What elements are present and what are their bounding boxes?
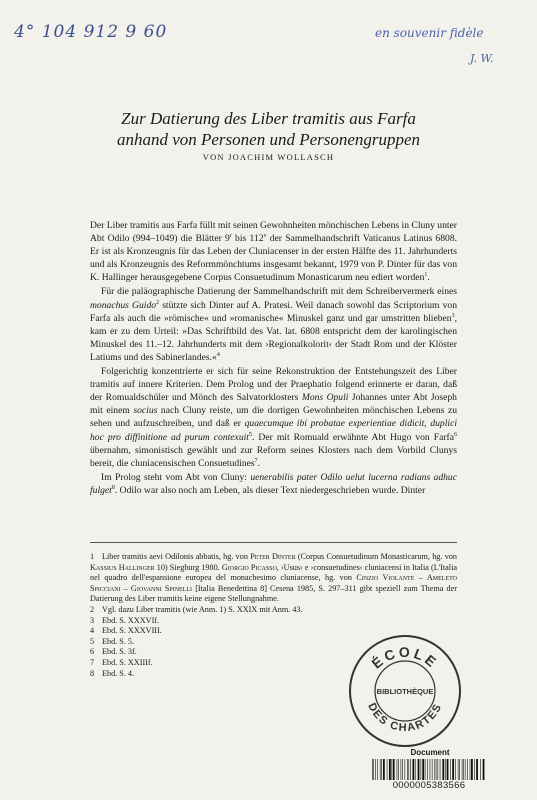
text-run: Ebd. S. XXXVIf.	[102, 615, 160, 625]
text-run: Ebd. S. XXXVIII.	[102, 626, 162, 636]
barcode-bar	[405, 759, 406, 780]
barcode-bar	[483, 759, 485, 780]
barcode-bar	[425, 759, 426, 780]
text-run: Ebd. S. 3f.	[102, 647, 137, 657]
text-run: der Sammelhandschrift Vaticanus Latinus 6808. Er ist als Kronzeugnis für das Leben der Cluniacenser in der ersten Hälfte des 11. Jahrhunderts und als Kronzeugnis des Reformmönchtums insgesamt bekannt, 1979 von P. Dinter für das von K. Hallinger herausgegebene Corpus Consuetudinum Monasticarum neu ediert worden	[90, 233, 458, 284]
text-run: Ebd. S. 5.	[102, 636, 135, 646]
text-run: stützte sich Dinter auf A. Pratesi. Weil danach sowohl das Scriptorium von Farfa als auch die »römische« und »romanische« Minuskel ganz und gar umstritten blieben	[90, 299, 457, 324]
author-name: Kassius Hallinger	[90, 562, 155, 572]
text-run: .	[257, 457, 261, 469]
barcode-bar	[432, 759, 433, 780]
body-paragraph	[90, 471, 457, 497]
footnote-item	[90, 605, 457, 616]
text-run: Liber tramitis aevi Odilonis abbatis, hg. von	[102, 552, 251, 561]
barcode-bar	[474, 759, 475, 780]
barcode-bar	[447, 759, 449, 780]
barcode-label: Document	[410, 748, 450, 757]
italic-text: quaecumque ibi probatae experientiae didicit, duplici hoc pro diffinitione ad purum contexuit	[90, 418, 457, 443]
library-stamp	[346, 632, 464, 750]
barcode-bar	[471, 759, 473, 780]
footnote-ref: 8	[111, 484, 115, 491]
footnote-number: 4	[90, 626, 95, 636]
text-run: übernahm, simonistisch gewählt und zur Reform seines Klosters nach dem Vorbild Clunys bereit, die cluniacensischen Consuetudines	[90, 444, 457, 469]
barcode-bar	[389, 759, 391, 780]
barcode-bar	[476, 759, 478, 780]
text-run: . Odilo war also noch am Leben, als dieser Text niedergeschrieben wurde. Dinter	[114, 484, 426, 496]
text-run: . Der mit Romuald erwähnte Abt Hugo von Farfa	[251, 431, 455, 443]
text-run: (Corpus Consuetudinum Monasticarum, hg. von	[295, 552, 457, 561]
text-run: , ›Usus‹ e ›consuetudines‹ cluniacensi in Italia (L'Italia nel quadro dell'espansione europea del monachesimo cluniacense, hg. von	[90, 562, 457, 583]
stamp-bottom-text: DES CHARTES	[365, 701, 445, 735]
barcode-bar	[387, 759, 388, 780]
footnote-ref: v	[263, 233, 267, 240]
handwritten-initials: J. W.	[470, 52, 494, 65]
article-body	[90, 219, 457, 497]
barcode-bar	[422, 759, 424, 780]
italic-text: Mons Opuli	[301, 392, 349, 404]
barcode-bar	[438, 759, 439, 780]
footnote-ref: 2	[156, 299, 160, 306]
barcode-bar	[380, 759, 381, 780]
author-name: Cinzio Violante – Ameleto Spicciani – Giovanni Spinelli	[90, 573, 457, 593]
text-run: Im Prolog steht vom Abt von Cluny:	[101, 471, 251, 483]
barcode-bar	[402, 759, 403, 780]
text-run: Der Liber tramitis aus Farfa füllt mit seinen Gewohnheiten mönchischen Lebens in Cluny unter Abt Odilo (994–1049) die Blätter 9	[90, 220, 457, 245]
barcode-icon	[370, 759, 488, 780]
footnote-ref: 6	[454, 431, 458, 438]
footnote-number: 6	[90, 647, 95, 657]
barcode-bar	[398, 759, 399, 780]
text-run: , kam er zu dem Urteil: »Das Schriftbild des Vat. lat. 6808 entspricht dem der karolingischen Minuskel des 11.–12. Jahrhunderts mit dem ›Regionalkolorit‹ der Stadt Rom und der Klöster Latiums und des Sabinerlandes.«	[90, 312, 457, 363]
text-run: Ebd. S. XXIIIf.	[102, 657, 153, 667]
footnote-number: 1	[90, 552, 95, 561]
footnote-item	[90, 552, 457, 605]
footnote-ref: 1	[424, 272, 428, 279]
footnote-number: 7	[90, 657, 95, 667]
barcode-bar	[450, 759, 451, 780]
barcode-bar	[462, 759, 463, 780]
barcode-bar	[401, 759, 402, 780]
body-paragraph	[90, 365, 457, 470]
text-run: nach Cluny reiste, um die dortigen Gewohnheiten mönchischen Lebens zu sehen und aufzuschreiben, und daß er	[90, 405, 458, 430]
barcode-bar	[480, 759, 481, 780]
barcode-bar	[467, 759, 468, 780]
barcode-bar	[465, 759, 466, 780]
handwritten-shelfmark: 4° 104 912 9 60	[14, 22, 168, 42]
barcode-bar	[373, 759, 374, 780]
author-name: Peter Dinter	[250, 552, 296, 561]
author-name: Giorgio Picasso	[221, 562, 277, 572]
footnote-item	[90, 616, 457, 627]
title-line-2: anhand von Personen und Personengruppen	[116, 130, 421, 149]
barcode-bar	[410, 759, 411, 780]
barcode-bar	[381, 759, 382, 780]
barcode-bar	[409, 759, 410, 780]
barcode-bar	[427, 759, 428, 780]
italic-text: socius	[133, 405, 158, 417]
text-run: 10) Siegburg 1980.	[154, 562, 222, 572]
footnote-ref: 7	[254, 457, 258, 464]
barcode-bar	[421, 759, 422, 780]
footnote-number: 5	[90, 636, 95, 646]
barcode-bar	[383, 759, 385, 780]
body-paragraph	[90, 219, 457, 284]
author-byline: VON JOACHIM WOLLASCH	[202, 152, 335, 162]
barcode-bar	[436, 759, 437, 780]
barcode-bar	[442, 759, 444, 780]
stamp-middle-text: BIBLIOTHÈQUE	[376, 687, 434, 696]
footnote-ref: r	[229, 233, 232, 240]
italic-text: monachus Guido	[90, 299, 157, 311]
text-run: Für die paläographische Datierung der Sammelhandschrift mit dem Schreibervermerk eines	[101, 286, 457, 298]
barcode-bar	[470, 759, 471, 780]
barcode-bar	[458, 759, 459, 780]
barcode-bar	[430, 759, 431, 780]
barcode-bar	[455, 759, 456, 780]
footnote-divider	[90, 542, 457, 543]
barcode-bar	[377, 759, 378, 780]
footnote-ref: 4	[216, 351, 220, 358]
article-title	[0, 108, 537, 150]
footnote-number: 3	[90, 615, 95, 625]
barcode-bar	[445, 759, 446, 780]
barcode-bar	[393, 759, 395, 780]
text-run: bis 112	[231, 233, 264, 245]
barcode-bar	[372, 759, 373, 780]
body-paragraph	[90, 285, 457, 364]
barcode-bar	[397, 759, 398, 780]
barcode-bar	[392, 759, 393, 780]
text-run: Folgerichtig konzentrierte er sich für seine Rekonstruktion der Entstehungszeit des Liber tramitis auf innere Kriterien. Dem Prolog und der Praephatio folgend erinnerte er daran, daß der Romualdschüler und Mönch des Salvatorklosters	[90, 366, 457, 404]
text-run: Vgl. dazu Liber tramitis (wie Anm. 1) S. XXIX mit Anm. 43.	[102, 604, 303, 614]
text-run: [Italia Benedettina 8] Cesena 1985, S. 297–311 gibt speziell zum Thema der Datierung des Liber tramitis keine eigene Stellungnahme.	[90, 583, 457, 604]
barcode-bar	[463, 759, 464, 780]
title-line-1: Zur Datierung des Liber tramitis aus Farfa	[121, 109, 416, 128]
barcode-bar	[452, 759, 454, 780]
barcode-number: 0000005383566	[392, 780, 466, 791]
barcode-bar	[407, 759, 408, 780]
footnote-number: 8	[90, 668, 95, 678]
barcode-bar	[415, 759, 416, 780]
text-run: .	[427, 272, 430, 284]
text-run: Ebd. S. 4.	[102, 668, 135, 678]
handwritten-dedication: en souvenir fidèle	[375, 26, 484, 40]
barcode-bar	[459, 759, 460, 780]
barcode-bar	[375, 759, 376, 780]
barcode-bar	[440, 759, 441, 780]
footnote-ref: 3	[451, 312, 455, 319]
stamp-top-text: ÉCOLE	[368, 643, 442, 672]
footnote-ref: 5	[248, 431, 252, 438]
footnote-number: 2	[90, 604, 95, 614]
italic-text: uenerabilis pater Odilo uelut lucerna radians adhuc fulget	[90, 471, 457, 496]
text-run: Johannes unter Abt Joseph mit einem	[90, 392, 457, 417]
barcode-bar	[435, 759, 436, 780]
barcode-bar	[412, 759, 414, 780]
barcode-bar	[418, 759, 420, 780]
